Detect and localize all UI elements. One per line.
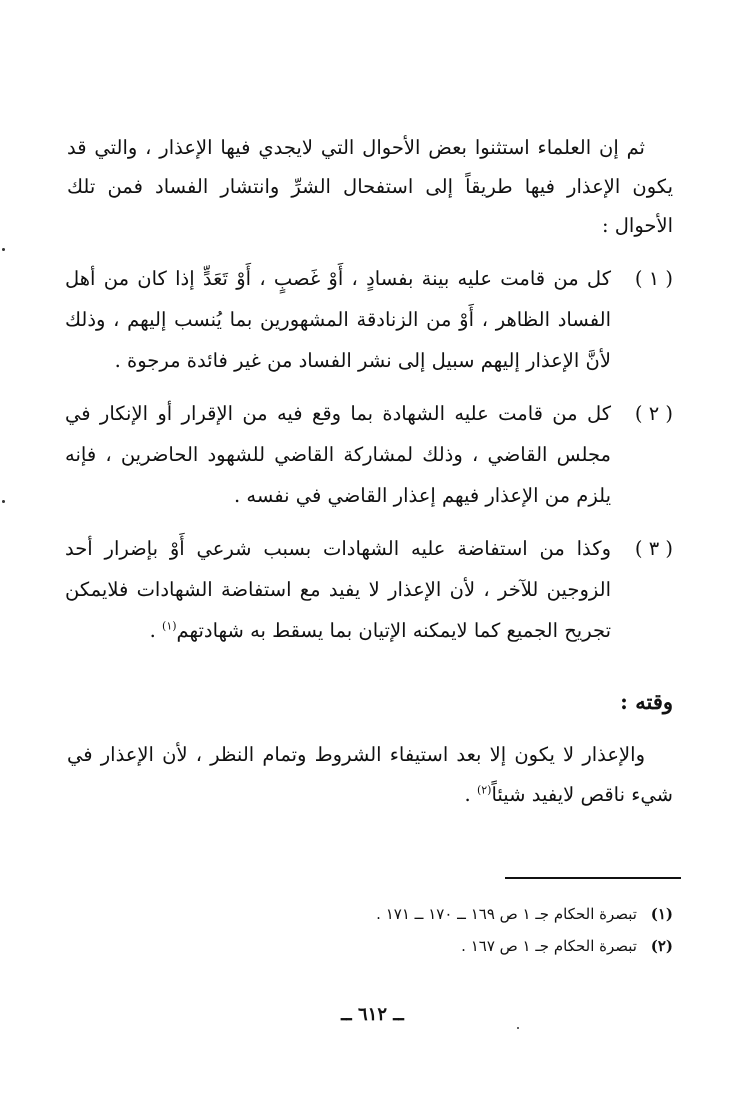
list-item	[65, 258, 673, 381]
item-number: ( ٣ )	[634, 537, 673, 560]
footnote-ref: (١)	[162, 619, 177, 633]
section-heading: وقته :	[620, 689, 673, 714]
footnotes	[153, 898, 673, 962]
footnote-text: تبصرة الحكام جـ ١ ص ١٦٧ .	[461, 937, 637, 955]
conclusion-text: والإعذار لا يكون إلا بعد استيفاء الشروط وتمام النظر ، لأن الإعذار في شيء ناقص لايفيد شيئاً	[67, 743, 673, 806]
page-number: ــ ٦١٢ ــ	[341, 1004, 404, 1025]
conclusion-paragraph	[67, 735, 673, 815]
scan-speck	[2, 248, 5, 251]
list-item	[65, 528, 673, 651]
scan-speck	[517, 1027, 519, 1029]
footnote	[153, 898, 673, 930]
conclusion-tail: .	[464, 783, 477, 806]
intro-paragraph: ثم إن العلماء استثنوا بعض الأحوال التي لايجدي فيها الإعذار ، والتي قد يكون الإعذار فيها طريقاً إلى استفحال الشرِّ وانتشار الفساد فمن تلك الأحوال :	[67, 136, 673, 237]
item-text: كل من قامت عليه بينة بفسادٍ ، أَوْ غَصبٍ ، أَوْ تَعَدٍّ إذا كان من أهل الفساد الظاهر ، أَوْ من الزنادقة المشهورين بما يُنسب إليهم ، وذلك لأنَّ الإعذار إليهم سبيل إلى نشر الفساد من غير فائدة مرجوة .	[65, 267, 611, 372]
item-number: ( ١ )	[634, 267, 673, 290]
item-text: وكذا من استفاضة عليه الشهادات بسبب شرعي أَوْ بإضرار أحد الزوجين للآخر ، لأن الإعذار لا يفيد مع استفاضة الشهادات فلايمكن تجريح الجميع كما لايمكنه الإتيان بما يسقط به شهادتهم	[65, 537, 611, 642]
scan-speck	[2, 500, 5, 503]
list-item	[65, 393, 673, 516]
footnote	[153, 930, 673, 962]
footnote-ref: (٢)	[476, 783, 492, 797]
item-tail: .	[149, 619, 163, 642]
footnote-mark: (١)	[650, 905, 673, 923]
footnote-text: تبصرة الحكام جـ ١ ص ١٦٩ ــ ١٧٠ ــ ١٧١ .	[376, 905, 637, 923]
footnote-mark: (٢)	[650, 937, 673, 955]
exceptions-list	[65, 258, 673, 663]
footnote-separator	[505, 877, 681, 879]
item-text: كل من قامت عليه الشهادة بما وقع فيه من الإقرار أو الإنكار في مجلس القاضي ، وذلك لمشاركة القاضي للشهود الحاضرين ، فإنه يلزم من الإعذار فيهم إعذار القاضي في نفسه .	[65, 402, 611, 507]
item-number: ( ٢ )	[634, 402, 673, 425]
